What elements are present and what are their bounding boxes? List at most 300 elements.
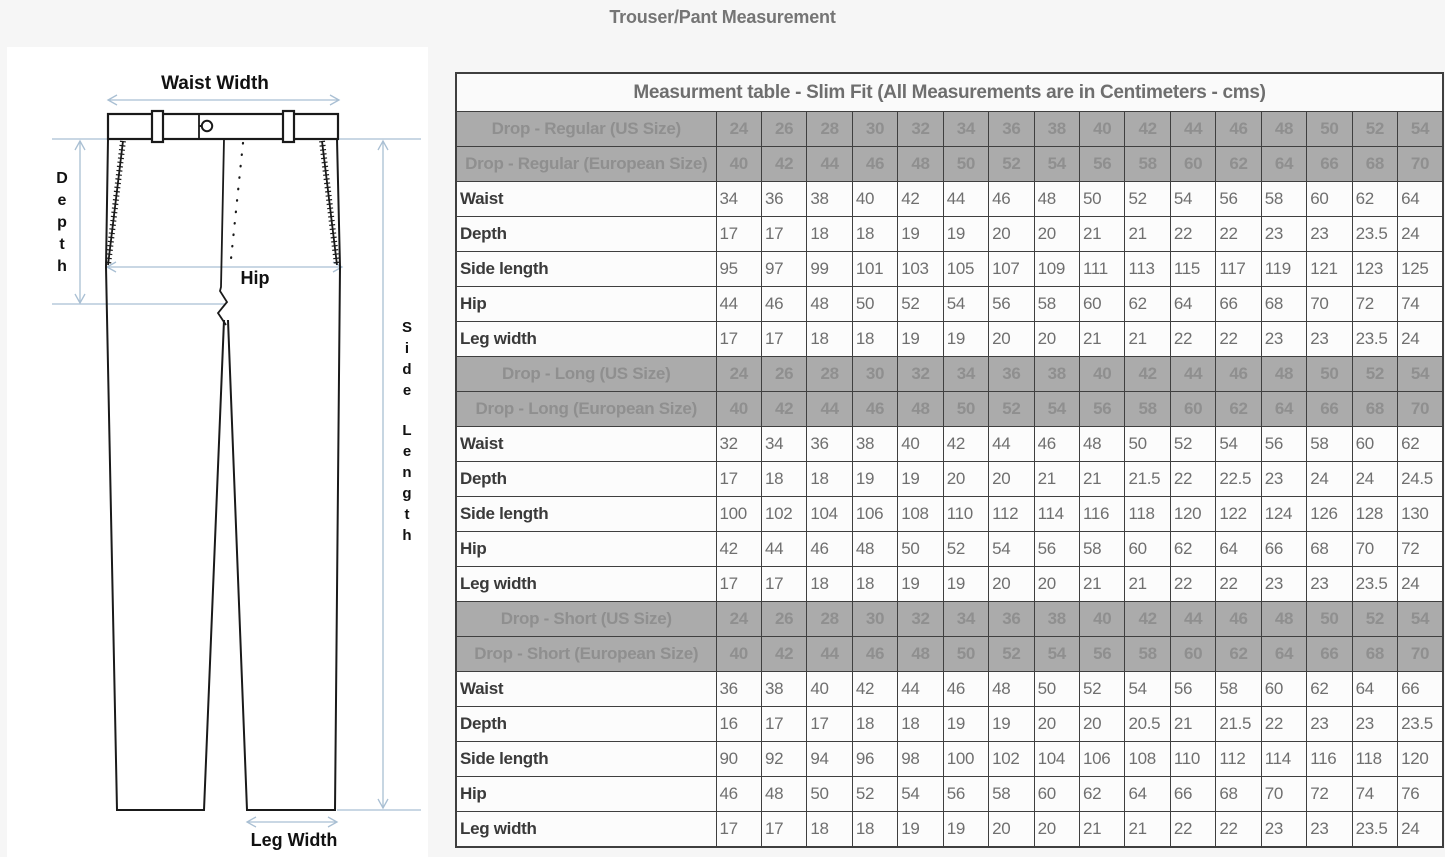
measurement-row xyxy=(456,567,1443,602)
value-cell: 58 xyxy=(989,777,1034,812)
value-cell: 68 xyxy=(1216,777,1261,812)
side-length-label: S i d e L e n g t h xyxy=(401,319,413,544)
value-cell: 102 xyxy=(989,742,1034,777)
value-cell: 36 xyxy=(807,427,852,462)
value-cell: 48 xyxy=(761,777,806,812)
value-cell: 23.5 xyxy=(1398,707,1443,742)
value-cell: 17 xyxy=(761,812,806,848)
value-cell: 52 xyxy=(1170,427,1215,462)
value-cell: 21 xyxy=(1125,217,1170,252)
value-cell: 20 xyxy=(989,322,1034,357)
section-header-row-us xyxy=(456,112,1443,147)
value-cell: 17 xyxy=(716,462,761,497)
size-cell: 24 xyxy=(716,112,761,147)
row-label: Depth xyxy=(456,217,716,252)
value-cell: 62 xyxy=(1352,182,1397,217)
size-cell: 68 xyxy=(1352,392,1397,427)
value-cell: 24 xyxy=(1398,217,1443,252)
size-cell: 70 xyxy=(1398,392,1443,427)
value-cell: 42 xyxy=(898,182,943,217)
waist-width-arrow xyxy=(108,95,339,105)
row-label: Side length xyxy=(456,742,716,777)
value-cell: 104 xyxy=(1034,742,1079,777)
size-cell: 52 xyxy=(989,392,1034,427)
size-cell: 56 xyxy=(1080,147,1125,182)
value-cell: 64 xyxy=(1216,532,1261,567)
section-header-row-us xyxy=(456,602,1443,637)
value-cell: 20 xyxy=(1034,322,1079,357)
size-cell: 64 xyxy=(1261,147,1306,182)
value-cell: 34 xyxy=(761,427,806,462)
value-cell: 22 xyxy=(1216,322,1261,357)
value-cell: 16 xyxy=(716,707,761,742)
value-cell: 24 xyxy=(1307,462,1352,497)
size-cell: 68 xyxy=(1352,147,1397,182)
value-cell: 20.5 xyxy=(1125,707,1170,742)
value-cell: 38 xyxy=(852,427,897,462)
value-cell: 60 xyxy=(1125,532,1170,567)
value-cell: 102 xyxy=(761,497,806,532)
size-cell: 42 xyxy=(1125,112,1170,147)
value-cell: 21 xyxy=(1125,322,1170,357)
value-cell: 18 xyxy=(852,812,897,848)
measurement-row xyxy=(456,182,1443,217)
value-cell: 50 xyxy=(1034,672,1079,707)
row-label: Hip xyxy=(456,777,716,812)
size-cell: 46 xyxy=(1216,357,1261,392)
value-cell: 18 xyxy=(807,567,852,602)
value-cell: 54 xyxy=(989,532,1034,567)
value-cell: 22 xyxy=(1261,707,1306,742)
size-cell: 32 xyxy=(898,357,943,392)
value-cell: 19 xyxy=(943,322,988,357)
value-cell: 18 xyxy=(852,217,897,252)
value-cell: 113 xyxy=(1125,252,1170,287)
size-cell: 66 xyxy=(1307,637,1352,672)
size-cell: 62 xyxy=(1216,637,1261,672)
value-cell: 52 xyxy=(1125,182,1170,217)
value-cell: 62 xyxy=(1307,672,1352,707)
size-cell: 64 xyxy=(1261,637,1306,672)
value-cell: 66 xyxy=(1170,777,1215,812)
value-cell: 106 xyxy=(852,497,897,532)
value-cell: 20 xyxy=(1034,217,1079,252)
value-cell: 18 xyxy=(898,707,943,742)
size-cell: 48 xyxy=(1261,602,1306,637)
size-cell: 42 xyxy=(761,147,806,182)
size-cell: 26 xyxy=(761,357,806,392)
measurement-row xyxy=(456,707,1443,742)
row-label: Side length xyxy=(456,252,716,287)
size-cell: 36 xyxy=(989,112,1034,147)
table-title: Measurment table - Slim Fit (All Measurements are in Centimeters - cms) xyxy=(456,73,1443,112)
value-cell: 23 xyxy=(1307,812,1352,848)
value-cell: 19 xyxy=(943,812,988,848)
value-cell: 46 xyxy=(989,182,1034,217)
value-cell: 19 xyxy=(898,462,943,497)
side-length-arrow xyxy=(378,141,388,808)
size-cell: 34 xyxy=(943,602,988,637)
section-header-label: Drop - Short (European Size) xyxy=(456,637,716,672)
size-cell: 30 xyxy=(852,357,897,392)
value-cell: 56 xyxy=(1034,532,1079,567)
value-cell: 121 xyxy=(1307,252,1352,287)
value-cell: 21 xyxy=(1080,462,1125,497)
leg-width-arrow xyxy=(247,817,337,827)
value-cell: 115 xyxy=(1170,252,1215,287)
value-cell: 46 xyxy=(943,672,988,707)
value-cell: 46 xyxy=(716,777,761,812)
value-cell: 64 xyxy=(1170,287,1215,322)
size-cell: 58 xyxy=(1125,637,1170,672)
trouser-diagram-svg xyxy=(7,47,428,857)
value-cell: 124 xyxy=(1261,497,1306,532)
value-cell: 46 xyxy=(1034,427,1079,462)
measurement-row xyxy=(456,427,1443,462)
value-cell: 36 xyxy=(761,182,806,217)
size-cell: 50 xyxy=(1307,112,1352,147)
value-cell: 17 xyxy=(716,812,761,848)
value-cell: 22 xyxy=(1170,322,1215,357)
value-cell: 22 xyxy=(1170,567,1215,602)
value-cell: 58 xyxy=(1080,532,1125,567)
value-cell: 32 xyxy=(716,427,761,462)
value-cell: 74 xyxy=(1398,287,1443,322)
value-cell: 64 xyxy=(1352,672,1397,707)
size-cell: 48 xyxy=(898,147,943,182)
value-cell: 21 xyxy=(1170,707,1215,742)
value-cell: 60 xyxy=(1352,427,1397,462)
value-cell: 22 xyxy=(1170,462,1215,497)
value-cell: 20 xyxy=(943,462,988,497)
size-cell: 44 xyxy=(1170,602,1215,637)
section-header-label: Drop - Regular (European Size) xyxy=(456,147,716,182)
size-cell: 48 xyxy=(898,392,943,427)
value-cell: 23 xyxy=(1261,567,1306,602)
value-cell: 54 xyxy=(898,777,943,812)
value-cell: 21 xyxy=(1080,217,1125,252)
trouser-measurement-diagram xyxy=(7,47,428,857)
value-cell: 60 xyxy=(1307,182,1352,217)
size-cell: 40 xyxy=(716,637,761,672)
value-cell: 22 xyxy=(1170,812,1215,848)
value-cell: 58 xyxy=(1034,287,1079,322)
value-cell: 24.5 xyxy=(1398,462,1443,497)
value-cell: 108 xyxy=(898,497,943,532)
value-cell: 23 xyxy=(1307,707,1352,742)
size-cell: 24 xyxy=(716,357,761,392)
section-header-label: Drop - Long (US Size) xyxy=(456,357,716,392)
size-cell: 44 xyxy=(807,637,852,672)
value-cell: 48 xyxy=(1080,427,1125,462)
value-cell: 66 xyxy=(1261,532,1306,567)
value-cell: 74 xyxy=(1352,777,1397,812)
size-cell: 44 xyxy=(807,147,852,182)
size-cell: 46 xyxy=(852,637,897,672)
value-cell: 20 xyxy=(989,217,1034,252)
value-cell: 18 xyxy=(807,217,852,252)
row-label: Waist xyxy=(456,182,716,217)
value-cell: 125 xyxy=(1398,252,1443,287)
value-cell: 23 xyxy=(1307,322,1352,357)
dart-dotted-line xyxy=(231,143,243,259)
size-cell: 40 xyxy=(1080,357,1125,392)
size-cell: 56 xyxy=(1080,637,1125,672)
table-title-row xyxy=(456,73,1443,112)
value-cell: 103 xyxy=(898,252,943,287)
value-cell: 24 xyxy=(1398,322,1443,357)
value-cell: 120 xyxy=(1170,497,1215,532)
size-cell: 64 xyxy=(1261,392,1306,427)
value-cell: 114 xyxy=(1034,497,1079,532)
row-label: Leg width xyxy=(456,812,716,848)
size-cell: 36 xyxy=(989,357,1034,392)
size-cell: 40 xyxy=(1080,112,1125,147)
value-cell: 98 xyxy=(898,742,943,777)
value-cell: 56 xyxy=(1216,182,1261,217)
page-title: Trouser/Pant Measurement xyxy=(609,7,836,27)
value-cell: 23.5 xyxy=(1352,567,1397,602)
value-cell: 97 xyxy=(761,252,806,287)
value-cell: 56 xyxy=(989,287,1034,322)
size-cell: 40 xyxy=(716,392,761,427)
value-cell: 62 xyxy=(1398,427,1443,462)
value-cell: 48 xyxy=(989,672,1034,707)
value-cell: 106 xyxy=(1080,742,1125,777)
value-cell: 112 xyxy=(1216,742,1261,777)
size-cell: 70 xyxy=(1398,637,1443,672)
size-cell: 30 xyxy=(852,112,897,147)
value-cell: 17 xyxy=(761,567,806,602)
size-cell: 62 xyxy=(1216,147,1261,182)
size-cell: 40 xyxy=(1080,602,1125,637)
value-cell: 66 xyxy=(1398,672,1443,707)
row-label: Waist xyxy=(456,672,716,707)
hip-arrow xyxy=(107,262,342,272)
value-cell: 20 xyxy=(1034,567,1079,602)
value-cell: 52 xyxy=(898,287,943,322)
value-cell: 22 xyxy=(1216,217,1261,252)
size-cell: 60 xyxy=(1170,637,1215,672)
value-cell: 56 xyxy=(1170,672,1215,707)
value-cell: 40 xyxy=(898,427,943,462)
size-cell: 42 xyxy=(761,637,806,672)
value-cell: 70 xyxy=(1307,287,1352,322)
size-cell: 50 xyxy=(1307,357,1352,392)
value-cell: 17 xyxy=(761,217,806,252)
value-cell: 22 xyxy=(1216,812,1261,848)
row-label: Waist xyxy=(456,427,716,462)
value-cell: 19 xyxy=(898,567,943,602)
value-cell: 40 xyxy=(852,182,897,217)
measurement-table xyxy=(455,72,1444,848)
value-cell: 50 xyxy=(898,532,943,567)
value-cell: 44 xyxy=(989,427,1034,462)
measurement-row xyxy=(456,217,1443,252)
section-header-row-us xyxy=(456,357,1443,392)
leg-width-label: Leg Width xyxy=(250,830,338,850)
value-cell: 66 xyxy=(1216,287,1261,322)
row-label: Hip xyxy=(456,287,716,322)
value-cell: 22 xyxy=(1170,217,1215,252)
section-header-label: Drop - Long (European Size) xyxy=(456,392,716,427)
size-cell: 68 xyxy=(1352,637,1397,672)
value-cell: 19 xyxy=(943,567,988,602)
section-header-label: Drop - Regular (US Size) xyxy=(456,112,716,147)
value-cell: 100 xyxy=(943,742,988,777)
value-cell: 19 xyxy=(898,812,943,848)
value-cell: 95 xyxy=(716,252,761,287)
size-cell: 38 xyxy=(1034,112,1079,147)
value-cell: 18 xyxy=(852,707,897,742)
size-cell: 32 xyxy=(898,602,943,637)
value-cell: 64 xyxy=(1125,777,1170,812)
measurement-row xyxy=(456,287,1443,322)
value-cell: 23 xyxy=(1261,217,1306,252)
measurement-row xyxy=(456,742,1443,777)
value-cell: 17 xyxy=(716,567,761,602)
value-cell: 42 xyxy=(852,672,897,707)
value-cell: 17 xyxy=(761,322,806,357)
value-cell: 50 xyxy=(807,777,852,812)
value-cell: 126 xyxy=(1307,497,1352,532)
size-cell: 46 xyxy=(1216,602,1261,637)
value-cell: 72 xyxy=(1398,532,1443,567)
measurement-row xyxy=(456,462,1443,497)
value-cell: 68 xyxy=(1261,287,1306,322)
value-cell: 18 xyxy=(807,812,852,848)
size-cell: 34 xyxy=(943,357,988,392)
trouser-outline xyxy=(106,111,340,810)
value-cell: 44 xyxy=(943,182,988,217)
value-cell: 54 xyxy=(1216,427,1261,462)
value-cell: 22.5 xyxy=(1216,462,1261,497)
value-cell: 52 xyxy=(1080,672,1125,707)
value-cell: 18 xyxy=(852,567,897,602)
size-cell: 52 xyxy=(1352,602,1397,637)
measurement-row xyxy=(456,812,1443,848)
value-cell: 120 xyxy=(1398,742,1443,777)
value-cell: 101 xyxy=(852,252,897,287)
value-cell: 54 xyxy=(943,287,988,322)
value-cell: 23.5 xyxy=(1352,322,1397,357)
size-cell: 42 xyxy=(1125,357,1170,392)
value-cell: 23 xyxy=(1352,707,1397,742)
size-cell: 48 xyxy=(1261,357,1306,392)
size-cell: 44 xyxy=(1170,357,1215,392)
value-cell: 52 xyxy=(852,777,897,812)
value-cell: 72 xyxy=(1352,287,1397,322)
value-cell: 94 xyxy=(807,742,852,777)
belt-loop xyxy=(283,111,294,142)
measurement-row xyxy=(456,497,1443,532)
value-cell: 18 xyxy=(807,322,852,357)
value-cell: 20 xyxy=(1034,812,1079,848)
value-cell: 17 xyxy=(761,707,806,742)
section-header-row-eu xyxy=(456,392,1443,427)
value-cell: 58 xyxy=(1216,672,1261,707)
value-cell: 42 xyxy=(716,532,761,567)
size-cell: 32 xyxy=(898,112,943,147)
value-cell: 60 xyxy=(1261,672,1306,707)
value-cell: 72 xyxy=(1307,777,1352,812)
value-cell: 123 xyxy=(1352,252,1397,287)
value-cell: 36 xyxy=(716,672,761,707)
size-cell: 52 xyxy=(989,147,1034,182)
size-cell: 28 xyxy=(807,602,852,637)
value-cell: 17 xyxy=(716,322,761,357)
value-cell: 40 xyxy=(807,672,852,707)
size-cell: 42 xyxy=(1125,602,1170,637)
value-cell: 21 xyxy=(1125,812,1170,848)
value-cell: 105 xyxy=(943,252,988,287)
measurement-row xyxy=(456,532,1443,567)
value-cell: 119 xyxy=(1261,252,1306,287)
value-cell: 18 xyxy=(852,322,897,357)
row-label: Depth xyxy=(456,707,716,742)
value-cell: 34 xyxy=(716,182,761,217)
value-cell: 23 xyxy=(1261,462,1306,497)
value-cell: 62 xyxy=(1170,532,1215,567)
value-cell: 48 xyxy=(1034,182,1079,217)
measurement-table-body xyxy=(456,73,1443,847)
value-cell: 109 xyxy=(1034,252,1079,287)
value-cell: 118 xyxy=(1125,497,1170,532)
size-cell: 44 xyxy=(1170,112,1215,147)
value-cell: 23 xyxy=(1307,217,1352,252)
value-cell: 21 xyxy=(1080,567,1125,602)
value-cell: 18 xyxy=(807,462,852,497)
value-cell: 60 xyxy=(1080,287,1125,322)
value-cell: 112 xyxy=(989,497,1034,532)
value-cell: 24 xyxy=(1352,462,1397,497)
value-cell: 20 xyxy=(1034,707,1079,742)
size-cell: 52 xyxy=(1352,112,1397,147)
value-cell: 19 xyxy=(852,462,897,497)
value-cell: 21 xyxy=(1034,462,1079,497)
size-cell: 54 xyxy=(1034,392,1079,427)
value-cell: 19 xyxy=(989,707,1034,742)
row-label: Leg width xyxy=(456,322,716,357)
value-cell: 20 xyxy=(1080,707,1125,742)
value-cell: 20 xyxy=(989,812,1034,848)
value-cell: 48 xyxy=(807,287,852,322)
size-cell: 38 xyxy=(1034,357,1079,392)
size-cell: 48 xyxy=(1261,112,1306,147)
size-cell: 50 xyxy=(943,392,988,427)
value-cell: 58 xyxy=(1307,427,1352,462)
value-cell: 19 xyxy=(943,707,988,742)
value-cell: 17 xyxy=(807,707,852,742)
value-cell: 23.5 xyxy=(1352,812,1397,848)
size-cell: 62 xyxy=(1216,392,1261,427)
value-cell: 118 xyxy=(1352,742,1397,777)
value-cell: 50 xyxy=(1080,182,1125,217)
value-cell: 38 xyxy=(761,672,806,707)
section-header-label: Drop - Short (US Size) xyxy=(456,602,716,637)
value-cell: 17 xyxy=(716,217,761,252)
value-cell: 52 xyxy=(943,532,988,567)
size-cell: 28 xyxy=(807,112,852,147)
value-cell: 24 xyxy=(1398,567,1443,602)
value-cell: 70 xyxy=(1261,777,1306,812)
size-cell: 52 xyxy=(1352,357,1397,392)
size-cell: 52 xyxy=(989,637,1034,672)
value-cell: 21 xyxy=(1080,812,1125,848)
value-cell: 48 xyxy=(852,532,897,567)
section-header-row-eu xyxy=(456,637,1443,672)
value-cell: 114 xyxy=(1261,742,1306,777)
